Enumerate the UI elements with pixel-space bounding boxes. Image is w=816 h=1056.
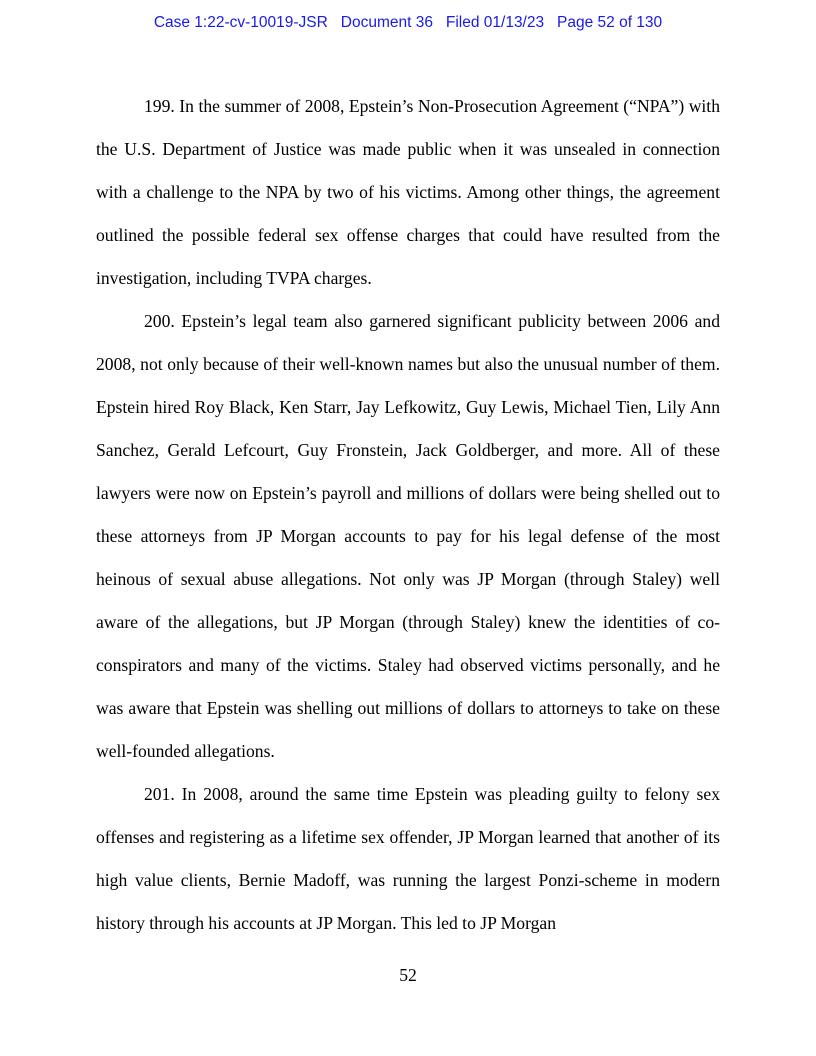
case-header: Case 1:22-cv-10019-JSR Document 36 Filed 01/13/23 Page 52 of 130 <box>153 14 663 31</box>
paragraph-199: 199. In the summer of 2008, Epstein’s Non-Prosecution Agreement (“NPA”) with the U.S. Department of Justice was made public when it was unsealed in connection with a challenge to the NPA by two of his victims. Among other things, the agreement outlined the possible federal sex offense charges that could have resulted from the investigation, including TVPA charges. <box>96 96 720 288</box>
paragraph-201: 201. In 2008, around the same time Epstein was pleading guilty to felony sex offenses and registering as a lifetime sex offender, JP Morgan learned that another of its high value clients, Bernie Madoff, was running the largest Ponzi-scheme in modern history through his accounts at JP Morgan. This led to JP Morgan <box>96 784 720 933</box>
paragraph-200: 200. Epstein’s legal team also garnered significant publicity between 2006 and 2008, not only because of their well-known names but also the unusual number of them. Epstein hired Roy Black, Ken Starr, Jay Lefkowitz, Guy Lewis, Michael Tien, Lily Ann Sanchez, Gerald Lefcourt, Guy Fronstein, Jack Goldberger, and more. All of these lawyers were now on Epstein’s payroll and millions of dollars were being shelled out to these attorneys from JP Morgan accounts to pay for his legal defense of the most heinous of sexual abuse allegations. Not only was JP Morgan (through Staley) well aware of the allegations, but JP Morgan (through Staley) knew the identities of co-conspirators and many of the victims. Staley had observed victims personally, and he was aware that Epstein was shelling out millions of dollars to attorneys to take on these well-founded allegations. <box>96 311 720 761</box>
page-number: 52 <box>399 965 417 985</box>
document-body <box>96 85 720 945</box>
